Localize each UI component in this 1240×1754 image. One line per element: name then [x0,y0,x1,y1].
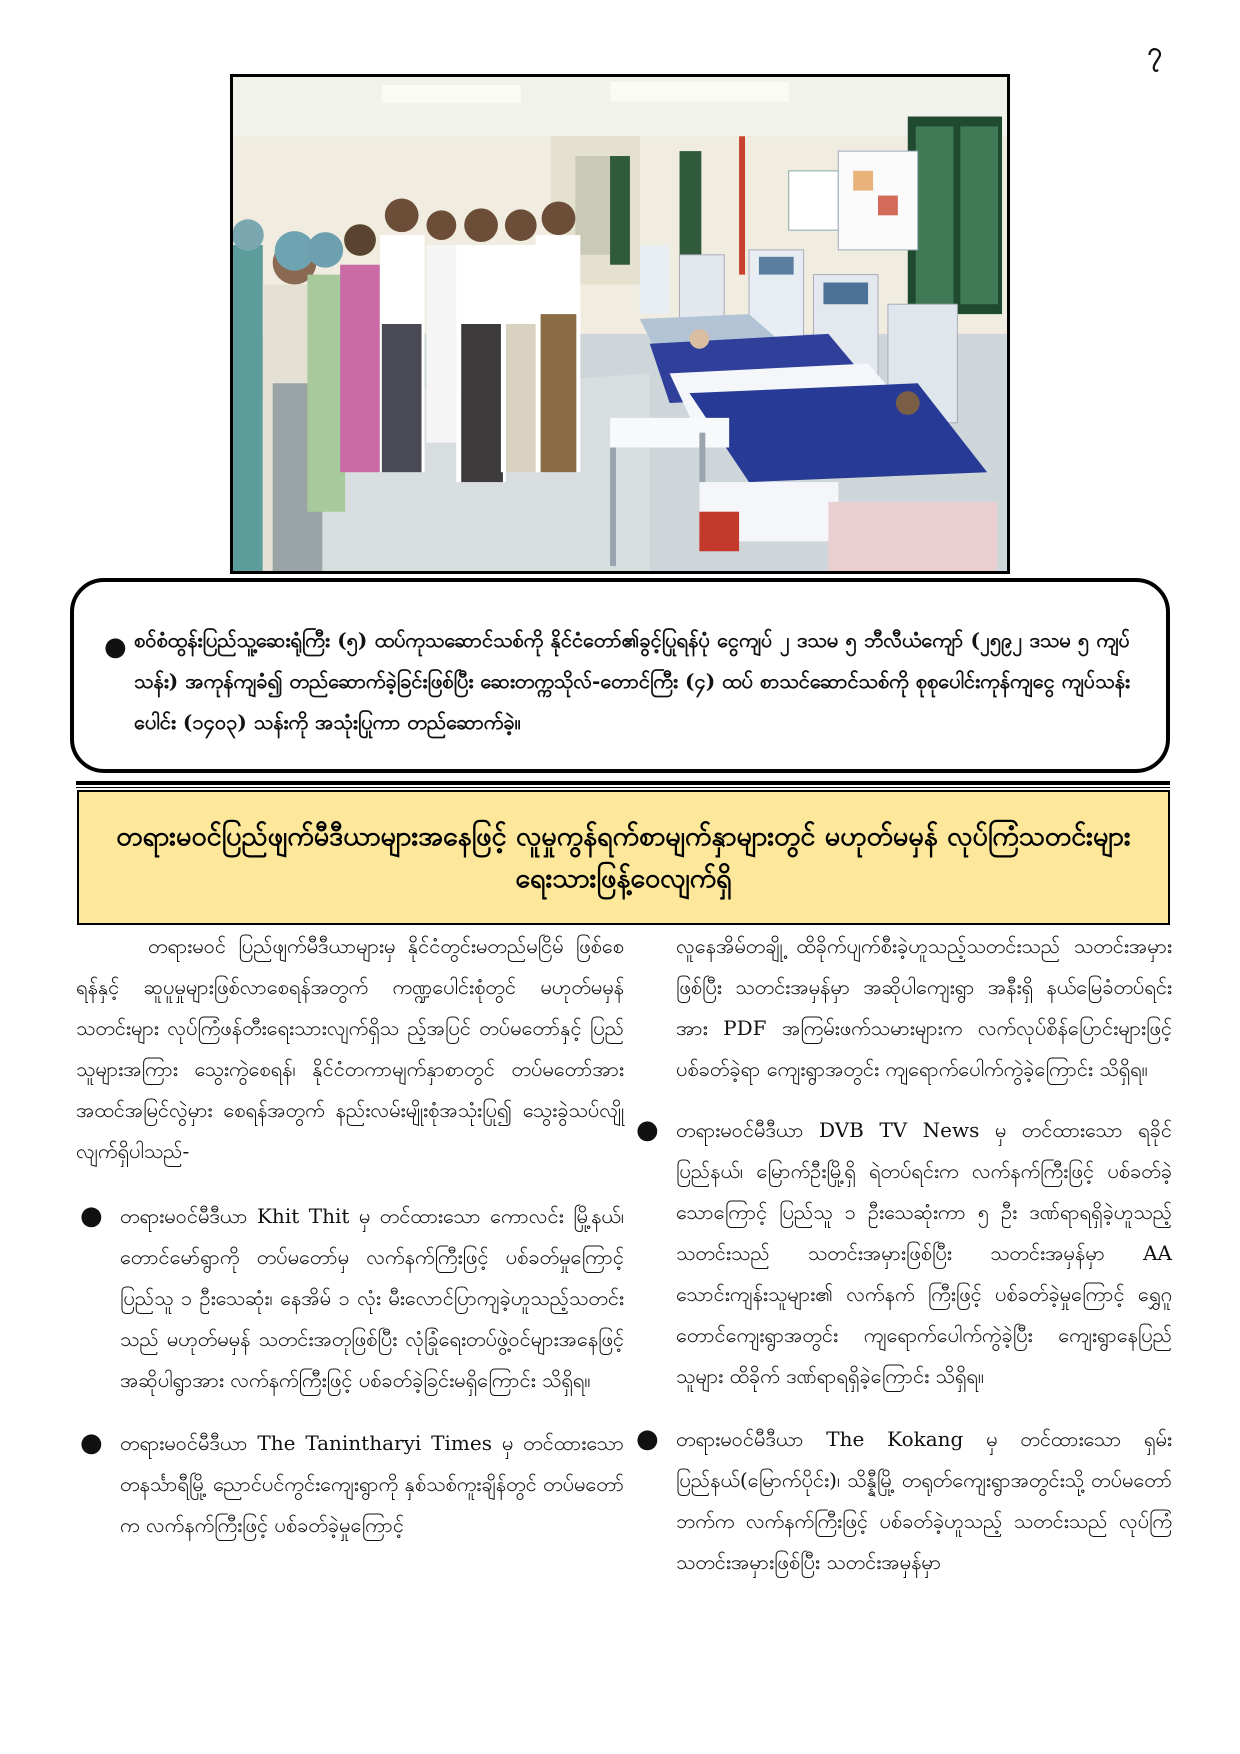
news-item [76,1423,624,1546]
news-item [76,1196,624,1401]
news-item-text: တရားမဝင်မီဒီယာ The Tanintharyi Times မှ တင်ထားသော တနင်္သာရီမြို့ ညောင်ပင်ကွင်းကျေးရွာကို နှစ်သစ်ကူးချိန်တွင် တပ်မတော်က လက်နက်ကြီးဖြင့် ပစ်ခတ်ခဲ့မှုကြောင့် [120,1431,624,1537]
headline-banner [77,790,1170,925]
article-intro: တရားမဝင် ပြည်ဖျက်မီဒီယာများမှ နိုင်ငံတွင်းမတည်မငြိမ် ဖြစ်စေရန်နှင့် ဆူပူမှုများဖြစ်လာစေရန်အတွက် ကဏ္ဍပေါင်းစုံတွင် မဟုတ်မမှန်သတင်းများ လုပ်ကြံဖန်တီးရေးသားလျက်ရှိသ ည့်အပြင် တပ်မတော်နှင့် ပြည်သူများအကြား သွေးကွဲစေရန်၊ နိုင်ငံတကာမျက်နှာစာတွင် တပ်မတော်အား အထင်အမြင်လွဲမှား စေရန်အတွက် နည်းလမ်းမျိုးစုံအသုံးပြု၍ သွေးခွဲသပ်လျို လျက်ရှိပါသည်- [76,934,624,1163]
photo-caption-text: စဝ်စံထွန်းပြည်သူ့ဆေးရုံကြီး (၅) ထပ်ကုသဆောင်သစ်ကို နိုင်ငံတော်၏ခွင့်ပြုရန်ပုံ ငွေကျပ် ၂ ဒသမ ၅ ဘီလီယံကျော် (၂၅၉၂ ဒသမ ၅ ကျပ်သန်း) အကုန်ကျခံ၍ တည်ဆောက်ခဲ့ခြင်းဖြစ်ပြီး ဆေးတက္ကသိုလ်-တောင်ကြီး (၄) ထပ် စာသင်ဆောင်သစ်ကို စုစုပေါင်းကုန်ကျငွေ ကျပ်သန်းပေါင်း (၁၄၀၃) သန်းကို အသုံးပြုကာ တည်ဆောက်ခဲ့။ [134,628,1130,734]
bullet-icon: ● [104,632,127,662]
news-item [632,1110,1172,1397]
bullet-icon: ● [80,1428,103,1458]
news-item-continuation: လူနေအိမ်တချို့ ထိခိုက်ပျက်စီးခဲ့ဟူသည့်သတင်းသည် သတင်းအမှားဖြစ်ပြီး သတင်းအမှန်မှာ အဆိုပါကျေးရွာ အနီးရှိ နယ်မြေခံတပ်ရင်းအား PDF အကြမ်းဖက်သမားများက လက်လုပ်စိန်ပြောင်းများဖြင့် ပစ်ခတ်ခဲ့ရာ ကျေးရွာအတွင်း ကျရောက်ပေါက်ကွဲခဲ့ကြောင်း သိရှိရ။ [676,934,1172,1081]
section-divider-thin [76,787,1170,788]
page-number: ၇ [1147,37,1162,67]
bullet-icon: ● [636,1115,659,1145]
photo-caption-box [70,578,1170,773]
headline-title: တရားမဝင်ပြည်ဖျက်မီဒီယာများအနေဖြင့် လူမှုကွန်ရက်စာမျက်နှာများတွင် မဟုတ်မမှန် လုပ်ကြံသတင်းများ ရေးသားဖြန့်ဝေလျက်ရှိ [116,820,1131,894]
article-right-column [632,922,1172,1583]
news-item-text: တရားမဝင်မီဒီယာ The Kokang မှ တင်ထားသော ရှမ်း ပြည်နယ်(မြောက်ပိုင်း)၊ သိန္နီမြို့ တရုတ်ကျေးရွာအတွင်းသို့ တပ်မတော်ဘက်က လက်နက်ကြီးဖြင့် ပစ်ခတ်ခဲ့ဟူသည့် သတင်းသည် လုပ်ကြံသတင်းအမှားဖြစ်ပြီး သတင်းအမှန်မှာ [676,1427,1172,1574]
news-item [632,1419,1172,1583]
section-divider [76,781,1170,785]
bullet-icon: ● [636,1424,659,1454]
news-item-text: တရားမဝင်မီဒီယာ DVB TV News မှ တင်ထားသော ရခိုင် ပြည်နယ်၊ မြောက်ဦးမြို့ရှိ ရဲတပ်ရင်းက လက်နက်ကြီးဖြင့် ပစ်ခတ်ခဲ့သောကြောင့် ပြည်သူ ၁ ဦးသေဆုံးကာ ၅ ဦး ဒဏ်ရာရရှိခဲ့ဟူသည့်သတင်းသည် သတင်းအမှားဖြစ်ပြီး သတင်းအမှန်မှာ AA သောင်းကျန်းသူများ၏ လက်နက် ကြီးဖြင့် ပစ်ခတ်ခဲ့မှုကြောင့် ရွှေဂူတောင်ကျေးရွာအတွင်း ကျရောက်ပေါက်ကွဲခဲ့ပြီး ကျေးရွာနေပြည်သူများ ထိခိုက် ဒဏ်ရာရရှိခဲ့ကြောင်း သိရှိရ။ [676,1118,1172,1388]
hospital-ward-photo [230,74,1010,574]
photo-hospital-dialysis-ward [233,77,1007,571]
news-item-text: တရားမဝင်မီဒီယာ Khit Thit မှ တင်ထားသော ကောလင်း မြို့နယ်၊ တောင်မော်ရွာကို တပ်မတော်မှ လက်နက်ကြီးဖြင့် ပစ်ခတ်မှုကြောင့် ပြည်သူ ၁ ဦးသေဆုံး၊ နေအိမ် ၁ လုံး မီးလောင်ပြာကျခဲ့ဟူသည့်သတင်းသည် မဟုတ်မမှန် သတင်းအတုဖြစ်ပြီး လုံခြုံရေးတပ်ဖွဲ့ဝင်များအနေဖြင့် အဆိုပါရွာအား လက်နက်ကြီးဖြင့် ပစ်ခတ်ခဲ့ခြင်းမရှိကြောင်း သိရှိရ။ [120,1204,624,1392]
article-left-column [76,922,624,1546]
bullet-icon: ● [80,1201,103,1231]
